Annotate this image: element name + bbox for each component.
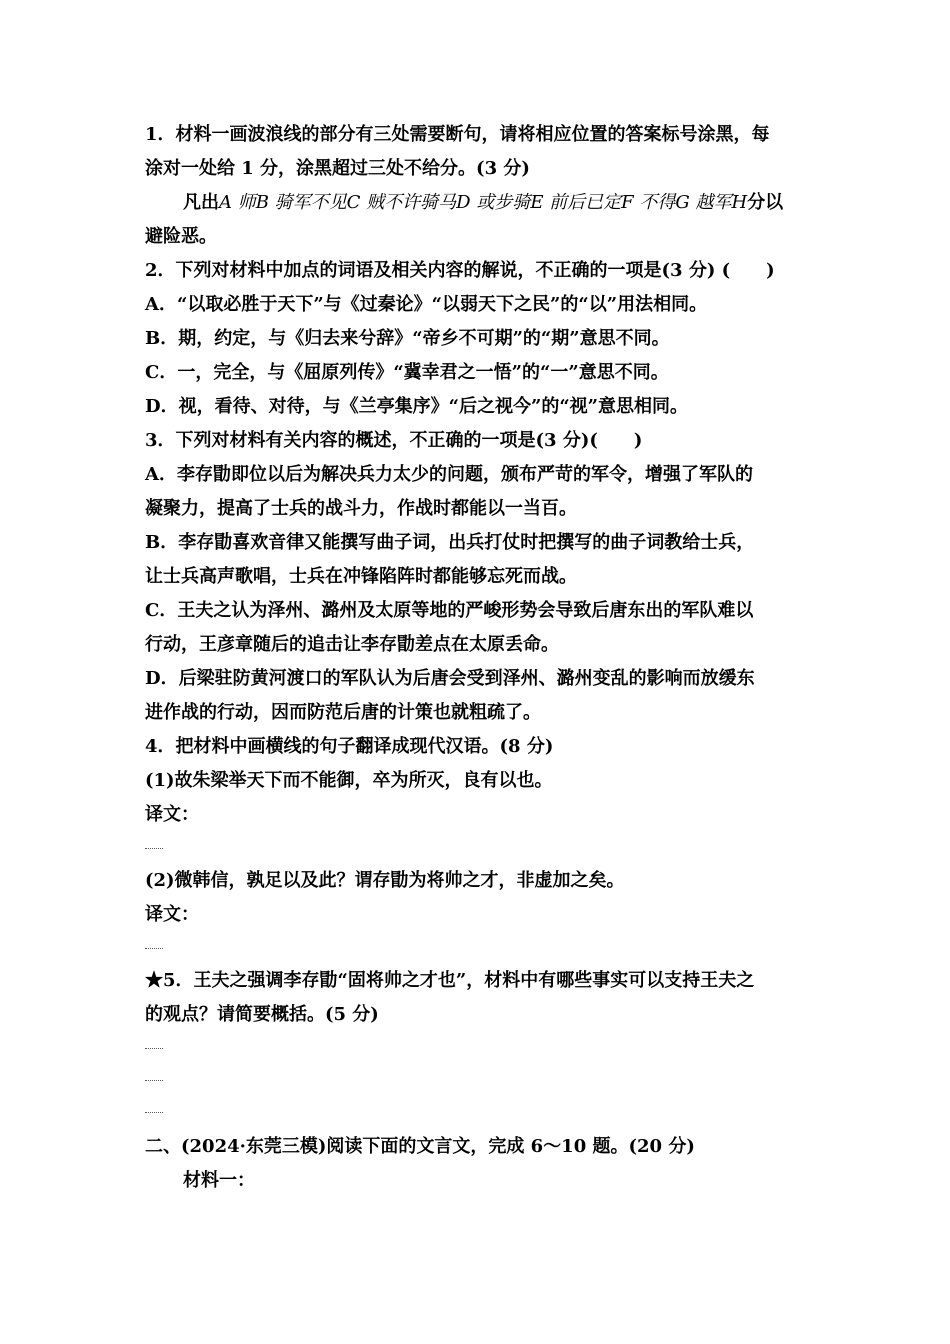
q3-option-d-line-2: 进作战的行动，因而防范后唐的计策也就粗疏了。 xyxy=(145,702,541,723)
q3-option-b-line-1: B．李存勖喜欢音律又能撰写曲子词，出兵打仗时把撰写的曲子词教给士兵， xyxy=(145,532,755,553)
q3-option-b-line-2: 让士兵高声歌唱，士兵在冲锋陷阵时都能够忘死而战。 xyxy=(145,566,577,587)
answer-line xyxy=(145,1064,810,1096)
answer-line xyxy=(145,832,810,864)
q1-passage-options: A 师B 骑军不见C 贼不许骑马D 或步骑E 前后已定F 不得G 越军H xyxy=(219,192,748,213)
q3-option-a-line-1: A．李存勖即位以后为解决兵力太少的问题，颁布严苛的军令，增强了军队的 xyxy=(145,464,753,485)
material-1-label: 材料一： xyxy=(183,1170,255,1191)
q5-line-2: 的观点？请简要概括。(5 分) xyxy=(145,1004,379,1025)
section-2-title: 二、(2024·东莞三模)阅读下面的文言文，完成 6～10 题。(20 分) xyxy=(145,1136,695,1157)
q1-passage-line-2: 避险恶。 xyxy=(145,226,217,247)
q2-option-c: C．一，完全，与《屈原列传》“冀幸君之一悟”的“一”意思不同。 xyxy=(145,362,669,383)
q4-translation-label-1: 译文： xyxy=(145,804,199,825)
q1-line-2: 涂对一处给 1 分，涂黑超过三处不给分。(3 分) xyxy=(145,158,530,179)
q1-passage-end: 分以 xyxy=(747,192,784,213)
q3-option-a-line-2: 凝聚力，提高了士兵的战斗力，作战时都能以一当百。 xyxy=(145,498,577,519)
q3-stem: 3．下列对材料有关内容的概述，不正确的一项是(3 分)( ) xyxy=(145,430,643,451)
answer-line xyxy=(145,1032,810,1064)
q2-option-a: A．“以取必胜于天下”与《过秦论》“以弱天下之民”的“以”用法相同。 xyxy=(145,294,708,315)
q2-option-d: D．视，看待、对待，与《兰亭集序》“后之视今”的“视”意思相同。 xyxy=(145,396,689,417)
q4-sentence-1: (1)故朱梁举天下而不能御，卒为所灭，良有以也。 xyxy=(145,770,553,791)
answer-line xyxy=(145,1096,810,1128)
q3-option-d-line-1: D．后梁驻防黄河渡口的军队认为后唐会受到泽州、潞州变乱的影响而放缓东 xyxy=(145,668,755,689)
q4-stem: 4．把材料中画横线的句子翻译成现代汉语。(8 分) xyxy=(145,736,554,757)
answer-line xyxy=(145,932,810,964)
q1-passage xyxy=(145,186,810,220)
q4-sentence-2: (2)微韩信，孰足以及此？谓存勖为将帅之才，非虚加之矣。 xyxy=(145,870,625,891)
q2-stem: 2．下列对材料中加点的词语及相关内容的解说，不正确的一项是(3 分) ( ) xyxy=(145,260,775,281)
q5-line-1: ★5．王夫之强调李存勖“固将帅之才也”，材料中有哪些事实可以支持王夫之 xyxy=(145,970,755,991)
q2-option-b: B．期，约定，与《归去来兮辞》“帝乡不可期”的“期”意思不同。 xyxy=(145,328,670,349)
document-page xyxy=(145,118,810,1198)
q3-option-c-line-1: C．王夫之认为泽州、潞州及太原等地的严峻形势会导致后唐东出的军队难以 xyxy=(145,600,754,621)
q3-option-c-line-2: 行动，王彦章随后的追击让李存勖差点在太原丢命。 xyxy=(145,634,559,655)
q1-line-1: 1．材料一画波浪线的部分有三处需要断句，请将相应位置的答案标号涂黑，每 xyxy=(145,124,770,145)
q4-translation-label-2: 译文： xyxy=(145,904,199,925)
q1-passage-start: 凡出 xyxy=(183,192,219,213)
